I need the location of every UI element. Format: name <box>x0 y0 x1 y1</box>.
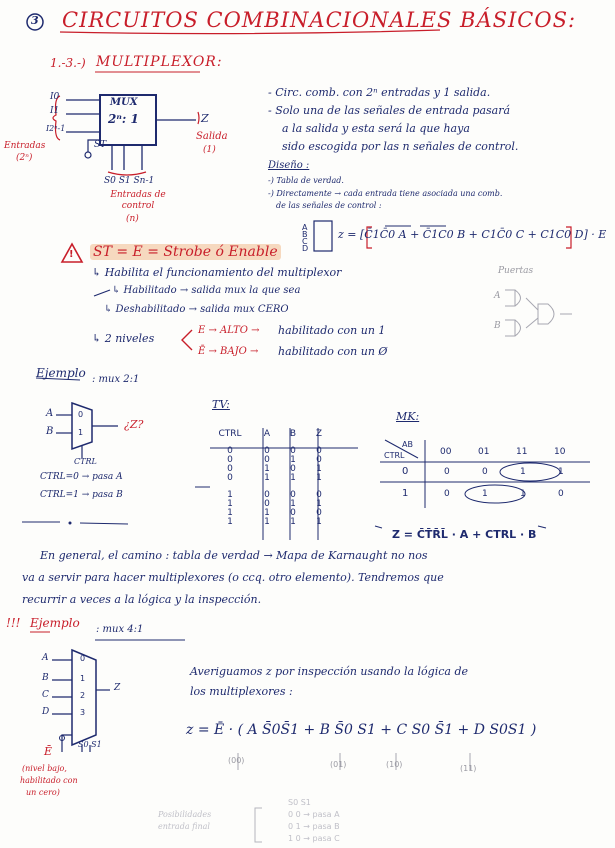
enable-line-4: ↳ 2 niveles <box>92 332 155 345</box>
kmap-col: 01 <box>478 447 490 457</box>
ex2-enable-note-2: habilitado con <box>20 776 78 785</box>
kmap-cell: 0 <box>482 467 488 477</box>
tv-cell: 0 <box>264 446 270 456</box>
ex2-pin: 3 <box>80 708 86 717</box>
tv-header: Z <box>315 429 323 439</box>
input-in: I2ⁿ-1 <box>46 124 66 133</box>
kmap-cell: 0 <box>558 489 564 499</box>
kmap-col: 00 <box>440 447 452 457</box>
ex1-input-a: A <box>46 408 54 419</box>
enable-line-2: ↳ Habilitado → salida mux la que sea <box>112 285 301 296</box>
tv-cell: 1 <box>316 499 322 509</box>
kmap-corner-top: AB <box>402 440 413 449</box>
bullet-1: - Circ. comb. con 2ⁿ entradas y 1 salida. <box>268 86 491 99</box>
tv-cell: 1 <box>227 508 233 518</box>
ex2-enable-note-1: (nivel bajo, <box>22 764 67 773</box>
output-label: Salida <box>196 131 228 142</box>
kmap-result: Z = C̄T̄R̄L̄ · A + CTRL · B <box>392 528 537 541</box>
ex1-pin-0: 0 <box>78 410 84 419</box>
tv-cell: 1 <box>264 508 270 518</box>
input-i1: I1 <box>50 106 60 116</box>
kmap-cell: 1 <box>558 467 564 477</box>
faint-note-right: 0 1 → pasa B <box>288 822 340 831</box>
ex1-rule-1: CTRL=0 → pasa A <box>40 472 123 482</box>
tv-header-row <box>206 430 332 439</box>
table-row <box>206 474 332 483</box>
ex2-under: (11) <box>460 764 477 773</box>
faint-note-right: S0 S1 <box>288 798 311 807</box>
ex2-input-b: B <box>42 673 49 683</box>
ex2-under: (01) <box>330 760 347 769</box>
output-count: (1) <box>203 145 216 155</box>
kmap-heading: MK: <box>396 410 420 423</box>
control-label: Entradas de control <box>110 190 166 211</box>
kmap-cell: 1 <box>520 467 526 477</box>
kmap-col: 11 <box>516 447 528 457</box>
kmap-cell: 1 <box>520 489 526 499</box>
kmap-row-label: 1 <box>402 488 409 499</box>
faint-note-right: 1 0 → pasa C <box>288 834 340 843</box>
table-row <box>206 518 332 527</box>
example2-subtitle: : mux 4:1 <box>96 624 144 635</box>
tv-cell: 1 <box>264 473 270 483</box>
tv-cell: 0 <box>316 455 322 465</box>
tv-cell: 0 <box>264 455 270 465</box>
faint-note-left: Posibilidades <box>158 810 212 819</box>
control-count: (n) <box>126 214 139 224</box>
tv-cell: 0 <box>227 446 233 456</box>
tv-cell: 1 <box>227 517 233 527</box>
side-note-title: Puertas <box>498 266 534 276</box>
example1-heading: Ejemplo <box>36 366 86 380</box>
ex2-enable-note-3: un cero) <box>26 788 60 797</box>
kmap-cell: 0 <box>444 489 450 499</box>
tv-cell: 0 <box>264 490 270 500</box>
faint-note-right: 0 0 → pasa A <box>288 810 340 819</box>
tv-cell: 1 <box>227 499 233 509</box>
mux-ratio: 2ⁿ: 1 <box>108 112 139 126</box>
output-z: Z <box>201 112 209 125</box>
example2-marks: !!! <box>6 616 21 630</box>
tv-heading: TV: <box>212 398 230 411</box>
tv-cell: 0 <box>290 464 296 474</box>
bullet-4: sido escogida por las n señales de control. <box>282 140 519 153</box>
ex1-ctrl: CTRL <box>74 457 97 466</box>
ex2-under: (00) <box>228 756 245 765</box>
warning-icon: ! <box>69 249 74 260</box>
tv-cell: 1 <box>316 464 322 474</box>
tv-cell: 0 <box>227 473 233 483</box>
input-i0: I0 <box>50 92 60 102</box>
ex2-pin: 2 <box>80 691 86 700</box>
tv-cell: 0 <box>316 490 322 500</box>
tv-cell: 1 <box>290 517 296 527</box>
tv-cell: 0 <box>264 499 270 509</box>
tv-cell: 1 <box>290 499 296 509</box>
tv-cell: 0 <box>316 446 322 456</box>
subsection-title: MULTIPLEXOR: <box>96 54 223 70</box>
level-high-signal: E → ALTO → <box>198 325 260 336</box>
diseno-heading: Diseño : <box>268 160 310 171</box>
ex2-text-1: Averiguamos z por inspección usando la lógica de <box>190 665 469 678</box>
level-high-text: habilitado con un 1 <box>278 324 386 337</box>
ex2-pin: 1 <box>80 674 86 683</box>
general-line-3: recurrir a veces a la lógica y la inspección. <box>22 593 262 606</box>
tv-cell: 1 <box>227 490 233 500</box>
truth-table <box>206 430 332 527</box>
select-lines: S0 S1 Sn-1 <box>104 176 155 186</box>
tv-cell: 1 <box>290 455 296 465</box>
enable-line-3: ↳ Deshabilitado → salida mux CERO <box>104 304 289 315</box>
ex2-pin: 0 <box>80 654 86 663</box>
general-line-1: En general, el camino : tabla de verdad → Mapa de Karnaught no nos <box>40 549 428 562</box>
ex2-formula: z = Ē · ( A S̄0S̄1 + B S̄0 S1 + C S0 S̄1 + D S0S1 ) <box>186 722 537 738</box>
example2-heading: Ejemplo <box>30 616 80 630</box>
side-note-b: B <box>494 321 501 331</box>
tv-cell: 1 <box>264 517 270 527</box>
page-title: CIRCUITOS COMBINACIONALES BÁSICOS: <box>62 8 577 32</box>
subsection-number: 1.-3.-) <box>50 56 86 70</box>
side-note-a: A <box>494 291 501 301</box>
diseno-line-2: -) Directamente → cada entrada tiene asociada una comb. <box>268 189 503 198</box>
gate-inputs: A B C D <box>302 223 309 253</box>
kmap-row-label: 0 <box>402 466 409 477</box>
ex1-pin-1: 1 <box>78 428 84 437</box>
tv-cell: 0 <box>227 464 233 474</box>
ex2-under: (10) <box>386 760 403 769</box>
bullet-2: - Solo una de las señales de entrada pasará <box>268 104 511 117</box>
ex2-input-d: D <box>42 707 50 717</box>
inputs-label: Entradas <box>4 141 46 151</box>
tv-cell: 0 <box>290 508 296 518</box>
tv-cell: 1 <box>316 517 322 527</box>
section-number: 3 <box>31 14 39 27</box>
diseno-line-1: -) Tabla de verdad. <box>268 176 344 185</box>
tv-cell: 0 <box>316 508 322 518</box>
tv-header: A <box>263 429 271 439</box>
tv-cell: 0 <box>227 455 233 465</box>
mux-formula: z = [C̄1C̄0 A + C̄1C0 B + C1C̄0 C + C1C0 D] · E <box>338 228 607 241</box>
tv-cell: 0 <box>290 446 296 456</box>
tv-cell: 1 <box>316 473 322 483</box>
diseno-line-3: de las señales de control : <box>276 201 382 210</box>
kmap-cell: 0 <box>444 467 450 477</box>
example1-subtitle: : mux 2:1 <box>92 374 140 385</box>
level-low-signal: Ē → BAJO → <box>198 346 259 357</box>
level-low-text: habilitado con un Ø <box>278 345 388 358</box>
mux-label: MUX <box>110 97 138 108</box>
ex1-rule-2: CTRL=1 → pasa B <box>40 490 123 500</box>
enable-line-1: ↳ Habilita el funcionamiento del multiplexor <box>92 266 342 279</box>
ex1-input-b: B <box>46 426 54 437</box>
kmap-cell: 1 <box>482 489 488 499</box>
tv-cell: 1 <box>290 473 296 483</box>
enable-heading: ST = E = Strobe ó Enable <box>90 244 281 260</box>
kmap-corner-left: CTRL <box>384 451 405 460</box>
faint-note-left: entrada final <box>158 822 210 831</box>
ex2-selects: S0 S1 <box>78 740 102 749</box>
st-label: ST <box>94 140 107 150</box>
tv-header: B <box>289 429 297 439</box>
bullet-3: a la salida y esta será la que haya <box>282 122 470 135</box>
ex1-output: ¿Z? <box>124 418 144 431</box>
tv-cell: 0 <box>290 490 296 500</box>
ex2-output: Z <box>114 683 121 693</box>
ex2-input-c: C <box>42 690 49 700</box>
ex2-input-a: A <box>42 653 49 663</box>
ex2-enable: Ē <box>44 745 53 758</box>
tv-cell: 1 <box>264 464 270 474</box>
tv-header: CTRL <box>218 429 242 439</box>
kmap-col: 10 <box>554 447 566 457</box>
inputs-count: (2ⁿ) <box>16 153 33 163</box>
general-line-2: va a servir para hacer multiplexores (o ccq. otro elemento). Tendremos que <box>22 571 444 584</box>
ex2-text-2: los multiplexores : <box>190 685 293 698</box>
